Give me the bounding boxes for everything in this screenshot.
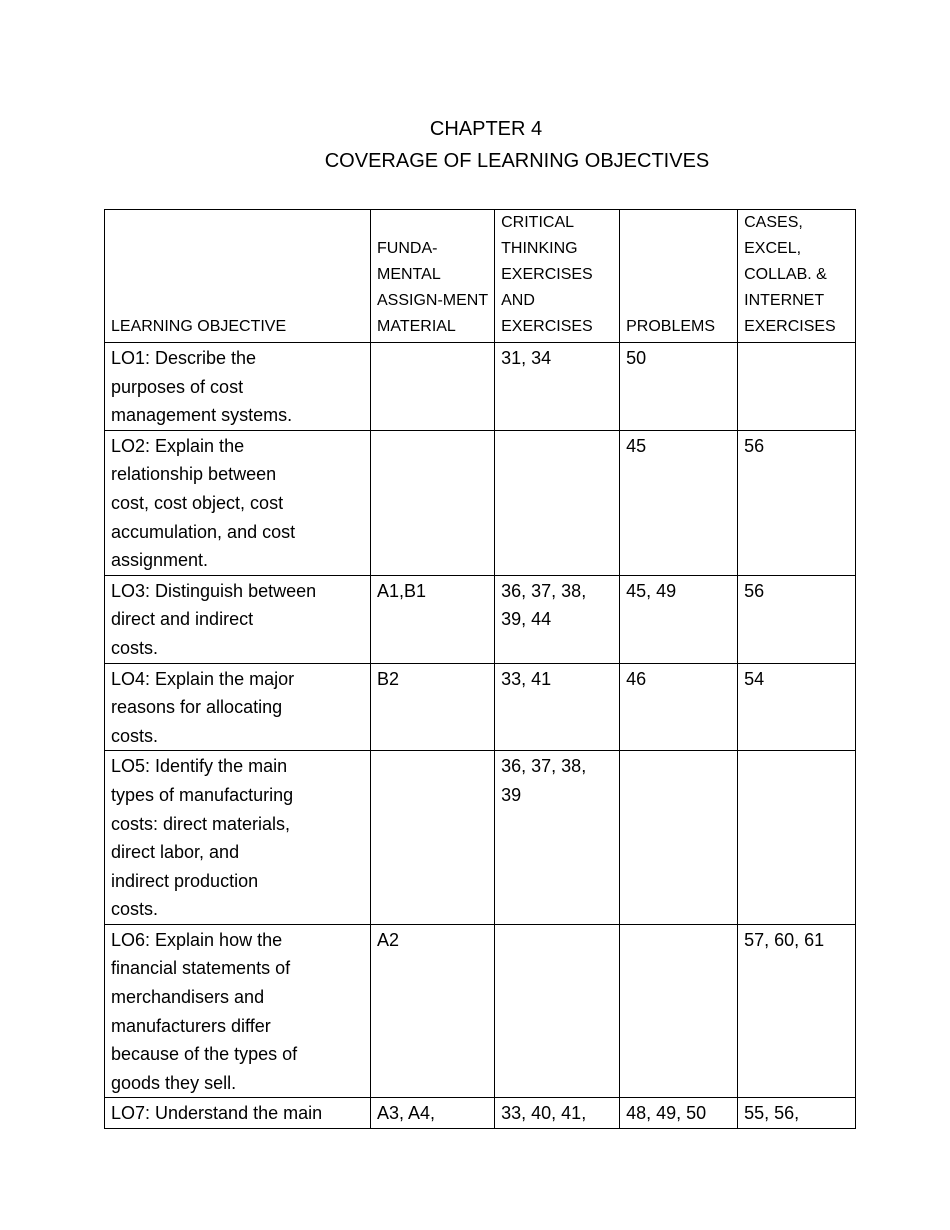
coverage-cell: 56 [738,575,856,663]
header-row [105,210,856,343]
objective-cell: LO6: Explain how the financial statements of merchandisers and manufacturers differ because of the types of goods they sell. [105,924,371,1098]
table-row [105,343,856,431]
table-row [105,430,856,575]
table-row [105,751,856,925]
table-row [105,924,856,1098]
header-fundamental: FUNDA- MENTAL ASSIGN-MENT MATERIAL [371,210,495,343]
coverage-cell [620,924,738,1098]
coverage-cell: A3, A4, [371,1098,495,1129]
coverage-cell [371,430,495,575]
coverage-cell: 45, 49 [620,575,738,663]
coverage-cell [371,751,495,925]
coverage-table [104,209,856,1129]
coverage-cell: 33, 41 [495,663,620,751]
coverage-cell [738,343,856,431]
coverage-cell [495,430,620,575]
header-learning-objective: LEARNING OBJECTIVE [105,210,371,343]
header-cases: CASES, EXCEL, COLLAB. & INTERNET EXERCISES [738,210,856,343]
coverage-cell [620,751,738,925]
objective-cell: LO4: Explain the major reasons for allocating costs. [105,663,371,751]
coverage-cell [371,343,495,431]
coverage-cell [738,751,856,925]
objective-cell: LO7: Understand the main [105,1098,371,1129]
coverage-cell: 54 [738,663,856,751]
coverage-cell: 57, 60, 61 [738,924,856,1098]
coverage-cell: 33, 40, 41, [495,1098,620,1129]
header-critical-thinking: CRITICAL THINKING EXERCISES AND EXERCISES [495,210,620,343]
coverage-cell: 48, 49, 50 [620,1098,738,1129]
chapter-title: CHAPTER 4 [429,118,543,140]
objective-cell: LO5: Identify the main types of manufacturing costs: direct materials, direct labor, and indirect production costs. [105,751,371,925]
coverage-cell: 46 [620,663,738,751]
objective-cell: LO1: Describe the purposes of cost management systems. [105,343,371,431]
table-row [105,1098,856,1129]
coverage-cell: 50 [620,343,738,431]
table-row [105,575,856,663]
coverage-cell: 36, 37, 38, 39, 44 [495,575,620,663]
table-row [105,663,856,751]
coverage-cell: B2 [371,663,495,751]
coverage-cell: 55, 56, [738,1098,856,1129]
page-subtitle: COVERAGE OF LEARNING OBJECTIVES [324,150,710,172]
coverage-cell [495,924,620,1098]
objective-cell: LO3: Distinguish between direct and indirect costs. [105,575,371,663]
coverage-cell: 45 [620,430,738,575]
coverage-cell: A1,B1 [371,575,495,663]
coverage-cell: 31, 34 [495,343,620,431]
coverage-cell: 36, 37, 38, 39 [495,751,620,925]
objective-cell: LO2: Explain the relationship between cost, cost object, cost accumulation, and cost assignment. [105,430,371,575]
coverage-cell: A2 [371,924,495,1098]
coverage-cell: 56 [738,430,856,575]
header-problems: PROBLEMS [620,210,738,343]
